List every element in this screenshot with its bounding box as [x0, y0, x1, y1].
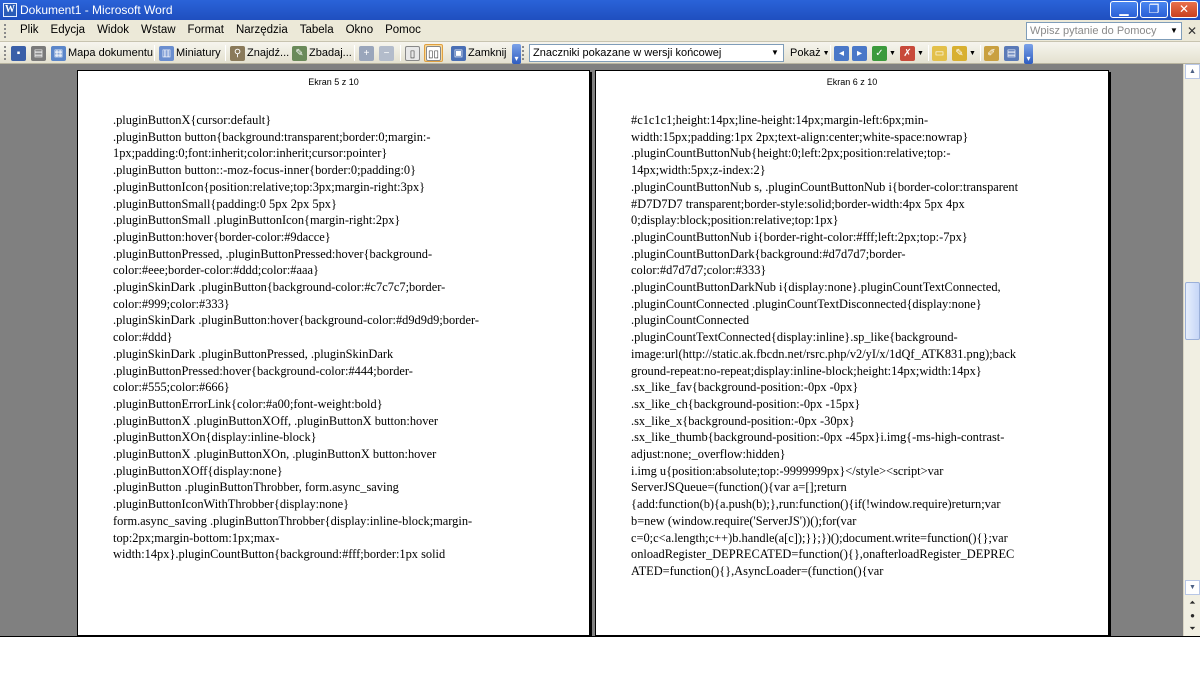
text-line: width:14px}.pluginCountButton{background:#fff;border:1px solid	[113, 547, 446, 562]
bottom-strip	[0, 636, 1200, 675]
page-label: Ekran 5 z 10	[308, 77, 359, 87]
text-line: .pluginButtonPressed:hover{background-color:#444;border-	[113, 363, 413, 378]
toolbar-separator	[830, 45, 831, 61]
reviewing-pane-button[interactable]	[1004, 44, 1019, 62]
document-map-label: Mapa dokumentu	[68, 47, 153, 59]
binoculars-icon: ⚲	[230, 46, 245, 61]
text-line: form.async_saving .pluginButtonThrobber{display:inline-block;margin-	[113, 513, 473, 528]
track-changes-icon: ✐	[984, 46, 999, 61]
vertical-scrollbar[interactable]	[1183, 64, 1200, 636]
text-line: .pluginCountButtonDark{background:#d7d7d7;border-	[631, 246, 906, 261]
maximize-button[interactable]: ❐	[1140, 1, 1168, 18]
markup-display-value: Znaczniki pokazane w wersji końcowej	[533, 47, 722, 59]
text-line: .pluginCountButtonNub i{border-right-color:#fff;left:2px;top:-7px}	[631, 229, 968, 244]
document-area[interactable]	[0, 64, 1183, 636]
text-line: color:#eee;border-color:#ddd;color:#aaa}	[113, 263, 319, 278]
menu-narzedzia[interactable]: Narzędzia	[235, 24, 288, 36]
text-line: .pluginCountButtonNub s, .pluginCountButtonNub i{border-color:transparent	[631, 179, 1019, 194]
text-line: .pluginButtonPressed, .pluginButtonPressed:hover{background-	[113, 246, 433, 261]
text-line: #D7D7D7 transparent;border-style:solid;border-width:4px 5px 4px	[631, 196, 965, 211]
track-changes-button[interactable]	[984, 44, 999, 62]
text-line: color:#d7d7d7;color:#333}	[631, 263, 767, 278]
text-line: .pluginCountConnected .pluginCountTextDisconnected{display:none}	[631, 296, 982, 311]
text-line: 0;display:block;position:relative;top:1px}	[631, 213, 839, 228]
close-window-button[interactable]: ✕	[1170, 1, 1198, 18]
toolbar-grip[interactable]	[4, 44, 7, 62]
menu-items	[14, 24, 427, 36]
window-controls	[1110, 1, 1198, 18]
page-text[interactable]	[113, 112, 479, 563]
text-line: ServerJSQueue=(function(){var a=[];return	[631, 480, 847, 495]
save-button[interactable]	[11, 44, 26, 62]
toolbar-separator	[400, 45, 401, 61]
text-line: color:#ddd}	[113, 330, 173, 345]
text-line: width:15px;padding:1px 2px;text-align:center;white-space:nowrap}	[631, 129, 969, 144]
reviewing-pane-icon: ▤	[1004, 46, 1019, 61]
previous-change-icon: ◂	[834, 46, 849, 61]
scroll-thumb[interactable]	[1185, 282, 1200, 340]
text-line: image:url(http://static.ak.fbcdn.net/rsrc.php/v2/yI/x/1dQf_ATK831.png);back	[631, 346, 1017, 361]
thumbnails-icon: ▥	[159, 46, 174, 61]
word-app-icon[interactable]: W	[5, 4, 15, 15]
text-line: .pluginSkinDark .pluginButton:hover{background-color:#d9d9d9;border-	[113, 313, 480, 328]
insert-comment-button[interactable]	[932, 44, 947, 62]
one-page-icon: ▯	[405, 46, 420, 61]
text-line: 14px;width:5px;z-index:2}	[631, 163, 766, 178]
text-line: .pluginButtonX .pluginButtonXOn, .pluginButtonX button:hover	[113, 447, 437, 462]
text-line: {add:function(b){a.push(b);},run:function(){if(!window.require)return;var	[631, 497, 1001, 512]
toolbar-grip[interactable]	[522, 44, 525, 62]
text-line: .pluginButtonX .pluginButtonXOff, .pluginButtonX button:hover	[113, 413, 439, 428]
text-line: .pluginButton button::-moz-focus-inner{border:0;padding:0}	[113, 163, 417, 178]
menu-pomoc[interactable]: Pomoc	[385, 24, 421, 36]
help-dropdown-arrow-icon[interactable]: ▼	[1170, 26, 1178, 35]
menu-plik[interactable]: Plik	[20, 24, 39, 36]
text-line: i.img u{position:absolute;top:-9999999px}</style><script>var	[631, 463, 944, 478]
text-line: .pluginButtonXOn{display:inline-block}	[113, 430, 317, 445]
chevron-down-icon: ▼	[969, 49, 976, 57]
highlight-button[interactable]	[952, 44, 976, 62]
previous-page-icon[interactable]: ⏶	[1189, 598, 1196, 607]
thumbnails-label: Miniatury	[176, 47, 221, 59]
print-icon: ▤	[31, 46, 46, 61]
highlight-icon: ✎	[952, 46, 967, 61]
text-line: ATED=function(){},AsyncLoader=(function(){var	[631, 563, 884, 578]
close-document-icon[interactable]: ✕	[1186, 24, 1198, 38]
menu-bar	[0, 20, 1200, 42]
text-line: b=new (window.require('ServerJS'))();for(var	[631, 513, 857, 528]
toolbar-separator	[154, 45, 155, 61]
text-line: adjust:none;_overflow:hidden}	[631, 447, 786, 462]
text-line: top:2px;margin-bottom:1px;max-	[113, 530, 280, 545]
comment-icon: ▭	[932, 46, 947, 61]
text-line: .pluginButtonIcon{position:relative;top:3px;margin-right:3px}	[113, 179, 426, 194]
scroll-down-icon[interactable]: ▼	[1185, 580, 1200, 595]
print-button[interactable]	[31, 44, 46, 62]
text-line: .pluginCountTextConnected{display:inline}.sp_like{background-	[631, 330, 958, 345]
zoom-out-button[interactable]	[379, 44, 394, 62]
two-pages-button[interactable]	[424, 44, 443, 62]
text-line: .pluginButton:hover{border-color:#9dacce}	[113, 229, 331, 244]
text-line: c=0;c<a.length;c++)b.handle(a[c]);}};})();document.write=function(){};var	[631, 530, 1008, 545]
show-markup-menu[interactable]	[790, 44, 830, 62]
markup-display-select[interactable]	[529, 44, 784, 62]
zoom-in-button[interactable]	[359, 44, 374, 62]
document-map-icon: ▦	[51, 46, 66, 61]
text-line: 1px;padding:0;font:inherit;color:inherit;cursor:pointer}	[113, 146, 388, 161]
text-line: .pluginSkinDark .pluginButton{background-color:#c7c7c7;border-	[113, 280, 446, 295]
text-line: .sx_like_thumb{background-position:-0px -45px}i.img{-ms-high-contrast-	[631, 430, 1005, 445]
close-reading-button[interactable]	[451, 44, 507, 62]
toolbar-overflow-chevron-icon[interactable]: ▾	[1024, 44, 1033, 64]
text-line: .pluginButtonXOff{display:none}	[113, 463, 283, 478]
help-search-input[interactable]: Wpisz pytanie do Pomocy	[1026, 22, 1182, 40]
find-label: Znajdź...	[247, 47, 290, 59]
document-map-button[interactable]	[51, 44, 153, 62]
title-bar	[0, 0, 1200, 20]
two-pages-icon: ▯▯	[426, 46, 441, 61]
chevron-down-icon: ▼	[771, 48, 779, 57]
accept-change-button[interactable]	[872, 44, 896, 62]
toolbar-separator	[354, 45, 355, 61]
toolbar-separator	[928, 45, 929, 61]
window-title: Dokument1 - Microsoft Word	[20, 3, 173, 17]
toolbar-separator	[225, 45, 226, 61]
text-line: .pluginCountButtonNub{height:0;left:2px;position:relative;top:-	[631, 146, 951, 161]
reject-change-icon: ✗	[900, 46, 915, 61]
menu-widok[interactable]: Widok	[97, 24, 130, 36]
reject-change-button[interactable]	[900, 44, 924, 62]
chevron-down-icon: ▼	[889, 49, 896, 57]
zoom-out-icon: −	[379, 46, 394, 61]
text-line: .pluginSkinDark .pluginButtonPressed, .pluginSkinDark	[113, 346, 394, 361]
text-line: .pluginButtonSmall{padding:0 5px 2px 5px}	[113, 196, 337, 211]
show-label: Pokaż	[790, 47, 821, 59]
research-icon: ✎	[292, 46, 307, 61]
text-line: color:#999;color:#333}	[113, 296, 230, 311]
menu-edycja[interactable]: Edycja	[50, 24, 86, 36]
text-line: .pluginButtonSmall .pluginButtonIcon{margin-right:2px}	[113, 213, 401, 228]
text-line: .sx_like_ch{background-position:-0px -15px}	[631, 396, 861, 411]
close-reading-label: Zamknij	[468, 47, 507, 59]
one-page-button[interactable]	[405, 44, 420, 62]
page-left[interactable]	[77, 70, 590, 636]
scroll-up-icon[interactable]: ▲	[1185, 64, 1200, 79]
next-change-icon: ▸	[852, 46, 867, 61]
menu-tabela[interactable]: Tabela	[299, 24, 334, 36]
menu-okno[interactable]: Okno	[345, 24, 374, 36]
text-line: .pluginButtonErrorLink{color:#a00;font-weight:bold}	[113, 396, 383, 411]
chevron-down-icon: ▼	[822, 49, 830, 57]
text-line: onloadRegister_DEPRECATED=function(){},onafterloadRegister_DEPREC	[631, 547, 1015, 562]
text-line: color:#555;color:#666}	[113, 380, 230, 395]
select-browse-object-icon[interactable]: ●	[1190, 611, 1195, 620]
next-change-button[interactable]	[852, 44, 867, 62]
previous-change-button[interactable]	[834, 44, 849, 62]
minimize-button[interactable]: ▁	[1110, 1, 1138, 18]
menubar-grip[interactable]	[4, 24, 8, 38]
close-reading-icon: ▣	[451, 46, 466, 61]
text-line: .pluginButtonX{cursor:default}	[113, 113, 272, 127]
reviewing-toolbar	[0, 42, 1200, 64]
accept-change-icon: ✓	[872, 46, 887, 61]
research-button[interactable]	[292, 44, 352, 62]
research-label: Zbadaj...	[309, 47, 352, 59]
text-line: .pluginCountConnected	[631, 313, 750, 328]
menu-format[interactable]: Format	[187, 24, 224, 36]
next-page-icon[interactable]: ⏷	[1189, 624, 1196, 633]
page-label: Ekran 6 z 10	[826, 77, 878, 87]
text-line: .sx_like_fav{background-position:-0px -0px}	[631, 380, 859, 395]
text-line: ground-repeat:no-repeat;display:inline-block;height:14px;width:14px}	[631, 363, 982, 378]
text-line: #c1c1c1;height:14px;line-height:14px;margin-left:6px;min-	[631, 113, 929, 127]
thumbnails-button[interactable]	[159, 44, 221, 62]
chevron-down-icon: ▼	[917, 49, 924, 57]
find-button[interactable]	[230, 44, 289, 62]
page-right[interactable]	[595, 70, 1109, 636]
toolbar-overflow-chevron-icon[interactable]: ▾	[512, 44, 521, 64]
zoom-in-icon: +	[359, 46, 374, 61]
text-line: .sx_like_x{background-position:-0px -30px}	[631, 413, 855, 428]
text-line: .pluginCountButtonDarkNub i{display:none}.pluginCountTextConnected,	[631, 280, 1001, 295]
text-line: .pluginButton .pluginButtonThrobber, form.async_saving	[113, 480, 399, 495]
text-line: .pluginButton button{background:transparent;border:0;margin:-	[113, 129, 431, 144]
text-line: .pluginButtonIconWithThrobber{display:none}	[113, 497, 350, 512]
save-icon: ▪	[11, 46, 26, 61]
toolbar-separator	[980, 45, 981, 61]
menu-wstaw[interactable]: Wstaw	[141, 24, 176, 36]
page-text[interactable]	[631, 112, 1018, 580]
